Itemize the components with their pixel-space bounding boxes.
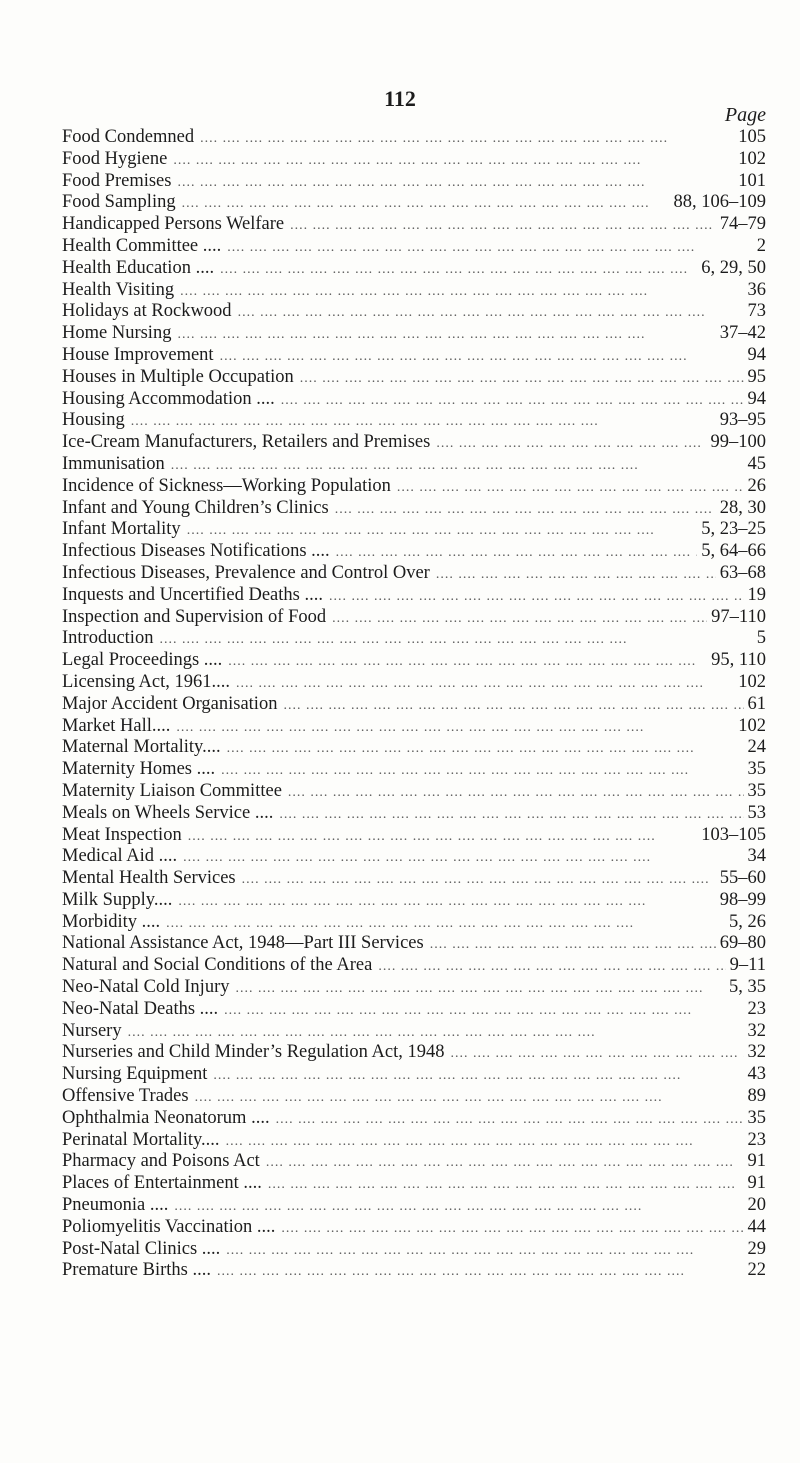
entry-page-ref: 98–99	[719, 889, 766, 910]
entry-label: Inspection and Supervision of Food	[62, 606, 327, 627]
index-entry	[62, 498, 766, 520]
entry-label: Housing Accommodation ....	[62, 388, 275, 409]
dot-leader	[279, 804, 743, 826]
entry-label: Maternity Homes ....	[62, 759, 216, 780]
dot-leader	[276, 1109, 744, 1131]
entry-page-ref: 28, 30	[719, 497, 766, 518]
entry-label: Licensing Act, 1961....	[62, 671, 231, 692]
index-entry	[62, 977, 766, 999]
dot-leader	[226, 1240, 743, 1262]
index-entry	[62, 912, 766, 934]
entry-page-ref: 2	[756, 235, 766, 256]
dot-leader	[430, 934, 716, 956]
entry-label: Housing	[62, 410, 125, 431]
dot-leader	[174, 1196, 743, 1218]
index-entry	[62, 258, 766, 280]
index-entry	[62, 933, 766, 955]
entry-label: Meals on Wheels Service ....	[62, 802, 274, 823]
dot-leader	[195, 1087, 744, 1109]
entry-label: Post-Natal Clinics ....	[62, 1238, 221, 1259]
entry-label: Food Premises	[62, 170, 172, 191]
index-entry	[62, 280, 766, 302]
dot-leader	[171, 455, 744, 477]
dot-leader	[266, 1152, 744, 1174]
index-entry	[62, 694, 766, 716]
dot-leader	[178, 891, 715, 913]
entry-page-ref: 102	[738, 671, 766, 692]
dot-leader	[213, 1065, 743, 1087]
dot-leader	[227, 738, 744, 760]
dot-leader	[220, 259, 697, 281]
dot-leader	[283, 695, 743, 717]
index-entry	[62, 1151, 766, 1173]
dot-leader	[281, 1218, 743, 1240]
index-entry	[62, 236, 766, 258]
entry-label: Nursery	[62, 1020, 122, 1041]
index-entry	[62, 1217, 766, 1239]
entry-label: Health Committee ....	[62, 235, 222, 256]
entry-label: Nursing Equipment	[62, 1064, 208, 1085]
index-entry	[62, 1086, 766, 1108]
entry-page-ref: 44	[747, 1216, 766, 1237]
index-entry	[62, 476, 766, 498]
entry-label: Legal Proceedings ....	[62, 650, 223, 671]
entry-label: Milk Supply....	[62, 889, 173, 910]
dot-leader	[182, 193, 670, 215]
entry-page-ref: 5	[756, 628, 766, 649]
entry-page-ref: 61	[747, 693, 766, 714]
index-entry	[62, 890, 766, 912]
dot-leader	[183, 847, 743, 869]
dot-leader	[220, 346, 744, 368]
entry-label: Mental Health Services	[62, 868, 236, 889]
entry-page-ref: 5, 26	[729, 911, 766, 932]
index-entry	[62, 301, 766, 323]
index-entry	[62, 607, 766, 629]
dot-leader	[187, 520, 698, 542]
entry-page-ref: 102	[738, 715, 766, 736]
dot-leader	[268, 1174, 744, 1196]
entry-label: Nurseries and Child Minder’s Regulation Act, 1948	[62, 1042, 445, 1063]
dot-leader	[226, 1131, 744, 1153]
index-entry	[62, 192, 766, 214]
dot-leader	[224, 1000, 743, 1022]
entry-label: Maternal Mortality....	[62, 737, 221, 758]
entry-page-ref: 103–105	[701, 824, 766, 845]
entry-label: Holidays at Rockwood	[62, 301, 232, 322]
dot-leader	[436, 433, 706, 455]
entry-page-ref: 5, 64–66	[701, 541, 766, 562]
entry-label: Home Nursing	[62, 323, 172, 344]
entry-label: Food Hygiene	[62, 148, 168, 169]
entry-page-ref: 53	[747, 802, 766, 823]
entry-label: Ice-Cream Manufacturers, Retailers and Premises	[62, 432, 431, 453]
index-entry	[62, 1021, 766, 1043]
entry-label: Natural and Social Conditions of the Area	[62, 955, 373, 976]
index-entry	[62, 1173, 766, 1195]
dot-leader	[227, 237, 752, 259]
index-entry	[62, 955, 766, 977]
entry-page-ref: 29	[747, 1238, 766, 1259]
entry-page-ref: 36	[747, 279, 766, 300]
index-entry	[62, 672, 766, 694]
index-entry	[62, 454, 766, 476]
entry-label: Ophthalmia Neonatorum ....	[62, 1107, 270, 1128]
entry-label: Incidence of Sickness—Working Population	[62, 475, 391, 496]
index-entry	[62, 432, 766, 454]
entry-label: Morbidity ....	[62, 911, 161, 932]
index-list	[62, 127, 766, 1282]
dot-leader	[335, 499, 716, 521]
index-entry	[62, 519, 766, 541]
index-entry	[62, 846, 766, 868]
dot-leader	[188, 826, 698, 848]
dot-leader	[436, 564, 716, 586]
index-entry	[62, 563, 766, 585]
index-entry	[62, 127, 766, 149]
entry-label: Premature Births ....	[62, 1260, 212, 1281]
entry-page-ref: 5, 23–25	[701, 519, 766, 540]
entry-page-ref: 37–42	[719, 323, 766, 344]
dot-leader	[166, 913, 725, 935]
entry-label: Maternity Liaison Committee	[62, 780, 282, 801]
entry-page-ref: 20	[747, 1195, 766, 1216]
entry-page-ref: 94	[747, 388, 766, 409]
dot-leader	[236, 673, 734, 695]
entry-label: National Assistance Act, 1948—Part III Services	[62, 933, 424, 954]
entry-page-ref: 94	[747, 344, 766, 365]
entry-page-ref: 35	[747, 1107, 766, 1128]
entry-label: Pneumonia ....	[62, 1195, 169, 1216]
dot-leader	[236, 978, 726, 1000]
dot-leader	[397, 477, 744, 499]
page-column-header: Page	[724, 104, 766, 126]
dot-leader	[281, 390, 744, 412]
entry-label: Perinatal Mortality....	[62, 1129, 220, 1150]
index-entry	[62, 628, 766, 650]
dot-leader	[177, 324, 715, 346]
dot-leader	[329, 586, 744, 608]
entry-label: Pharmacy and Poisons Act	[62, 1151, 260, 1172]
index-entry	[62, 1195, 766, 1217]
index-entry	[62, 214, 766, 236]
entry-page-ref: 32	[747, 1020, 766, 1041]
entry-page-ref: 63–68	[719, 562, 766, 583]
index-entry	[62, 1239, 766, 1261]
entry-page-ref: 26	[747, 475, 766, 496]
index-entry	[62, 585, 766, 607]
index-entry	[62, 759, 766, 781]
entry-label: Food Condemned	[62, 127, 195, 147]
index-entry	[62, 1064, 766, 1086]
entry-page-ref: 35	[747, 759, 766, 780]
entry-label: Inquests and Uncertified Deaths ....	[62, 584, 323, 605]
dot-leader	[173, 150, 734, 172]
entry-label: Neo-Natal Deaths ....	[62, 998, 219, 1019]
entry-page-ref: 95	[747, 366, 766, 387]
dot-leader	[332, 608, 707, 630]
dot-leader	[221, 760, 743, 782]
entry-label: House Improvement	[62, 344, 214, 365]
entry-label: Major Accident Organisation	[62, 693, 278, 714]
index-entry	[62, 650, 766, 672]
dot-leader	[238, 302, 744, 324]
index-entry	[62, 149, 766, 171]
dot-leader	[290, 215, 716, 237]
dot-leader	[159, 629, 752, 651]
entry-page-ref: 9–11	[729, 955, 766, 976]
dot-leader	[217, 1261, 743, 1283]
index-entry	[62, 1260, 766, 1282]
entry-page-ref: 55–60	[719, 868, 766, 889]
index-entry	[62, 1042, 766, 1064]
entry-page-ref: 74–79	[719, 214, 766, 235]
dot-leader	[378, 956, 725, 978]
dot-leader	[180, 281, 743, 303]
entry-page-ref: 32	[747, 1042, 766, 1063]
entry-page-ref: 45	[747, 453, 766, 474]
entry-page-ref: 6, 29, 50	[701, 257, 766, 278]
entry-page-ref: 97–110	[711, 606, 766, 627]
dot-leader	[176, 717, 734, 739]
entry-label: Food Sampling	[62, 192, 176, 213]
entry-page-ref: 69–80	[719, 933, 766, 954]
dot-leader	[450, 1043, 743, 1065]
page-number: 112	[384, 86, 416, 111]
entry-page-ref: 43	[747, 1064, 766, 1085]
entry-label: Offensive Trades	[62, 1086, 189, 1107]
dot-leader	[336, 542, 698, 564]
entry-label: Houses in Multiple Occupation	[62, 366, 294, 387]
entry-label: Health Visiting	[62, 279, 175, 300]
index-entry	[62, 367, 766, 389]
entry-label: Market Hall....	[62, 715, 171, 736]
index-entry	[62, 999, 766, 1021]
entry-page-ref: 73	[747, 301, 766, 322]
entry-page-ref: 91	[747, 1151, 766, 1172]
dot-leader	[200, 128, 734, 150]
dot-leader	[300, 368, 744, 390]
entry-label: Handicapped Persons Welfare	[62, 214, 285, 235]
dot-leader	[128, 1022, 744, 1044]
entry-label: Infant and Young Children’s Clinics	[62, 497, 329, 518]
dot-leader	[131, 411, 716, 433]
index-entry	[62, 410, 766, 432]
entry-page-ref: 89	[747, 1086, 766, 1107]
index-entry	[62, 323, 766, 345]
entry-page-ref: 101	[738, 170, 766, 191]
entry-label: Places of Entertainment ....	[62, 1173, 262, 1194]
entry-page-ref: 93–95	[719, 410, 766, 431]
entry-page-ref: 95, 110	[711, 650, 766, 671]
index-entry	[62, 803, 766, 825]
entry-label: Medical Aid ....	[62, 846, 178, 867]
entry-page-ref: 5, 35	[729, 977, 766, 998]
index-entry	[62, 868, 766, 890]
dot-leader	[228, 651, 707, 673]
entry-page-ref: 99–100	[710, 432, 766, 453]
index-entry	[62, 389, 766, 411]
entry-page-ref: 102	[738, 148, 766, 169]
entry-page-ref: 34	[747, 846, 766, 867]
entry-label: Infectious Diseases, Prevalence and Control Over	[62, 562, 430, 583]
entry-label: Health Education ....	[62, 257, 215, 278]
entry-label: Immunisation	[62, 453, 165, 474]
entry-label: Infant Mortality	[62, 519, 181, 540]
index-entry	[62, 1130, 766, 1152]
index-entry	[62, 825, 766, 847]
index-entry	[62, 781, 766, 803]
entry-page-ref: 35	[747, 780, 766, 801]
entry-page-ref: 88, 106–109	[673, 192, 766, 213]
entry-label: Poliomyelitis Vaccination ....	[62, 1216, 276, 1237]
index-entry	[62, 345, 766, 367]
entry-page-ref: 23	[747, 1129, 766, 1150]
entry-page-ref: 23	[747, 998, 766, 1019]
entry-label: Meat Inspection	[62, 824, 182, 845]
index-entry	[62, 716, 766, 738]
entry-page-ref: 24	[747, 737, 766, 758]
index-entry	[62, 171, 766, 193]
index-entry	[62, 541, 766, 563]
dot-leader	[288, 782, 744, 804]
index-entry	[62, 1108, 766, 1130]
dot-leader	[242, 869, 716, 891]
entry-label: Introduction	[62, 628, 154, 649]
entry-page-ref: 91	[747, 1173, 766, 1194]
entry-page-ref: 105	[738, 127, 766, 147]
entry-label: Neo-Natal Cold Injury	[62, 977, 230, 998]
dot-leader	[177, 172, 734, 194]
entry-page-ref: 22	[747, 1260, 766, 1281]
entry-label: Infectious Diseases Notifications ....	[62, 541, 330, 562]
index-entry	[62, 737, 766, 759]
entry-page-ref: 19	[747, 584, 766, 605]
